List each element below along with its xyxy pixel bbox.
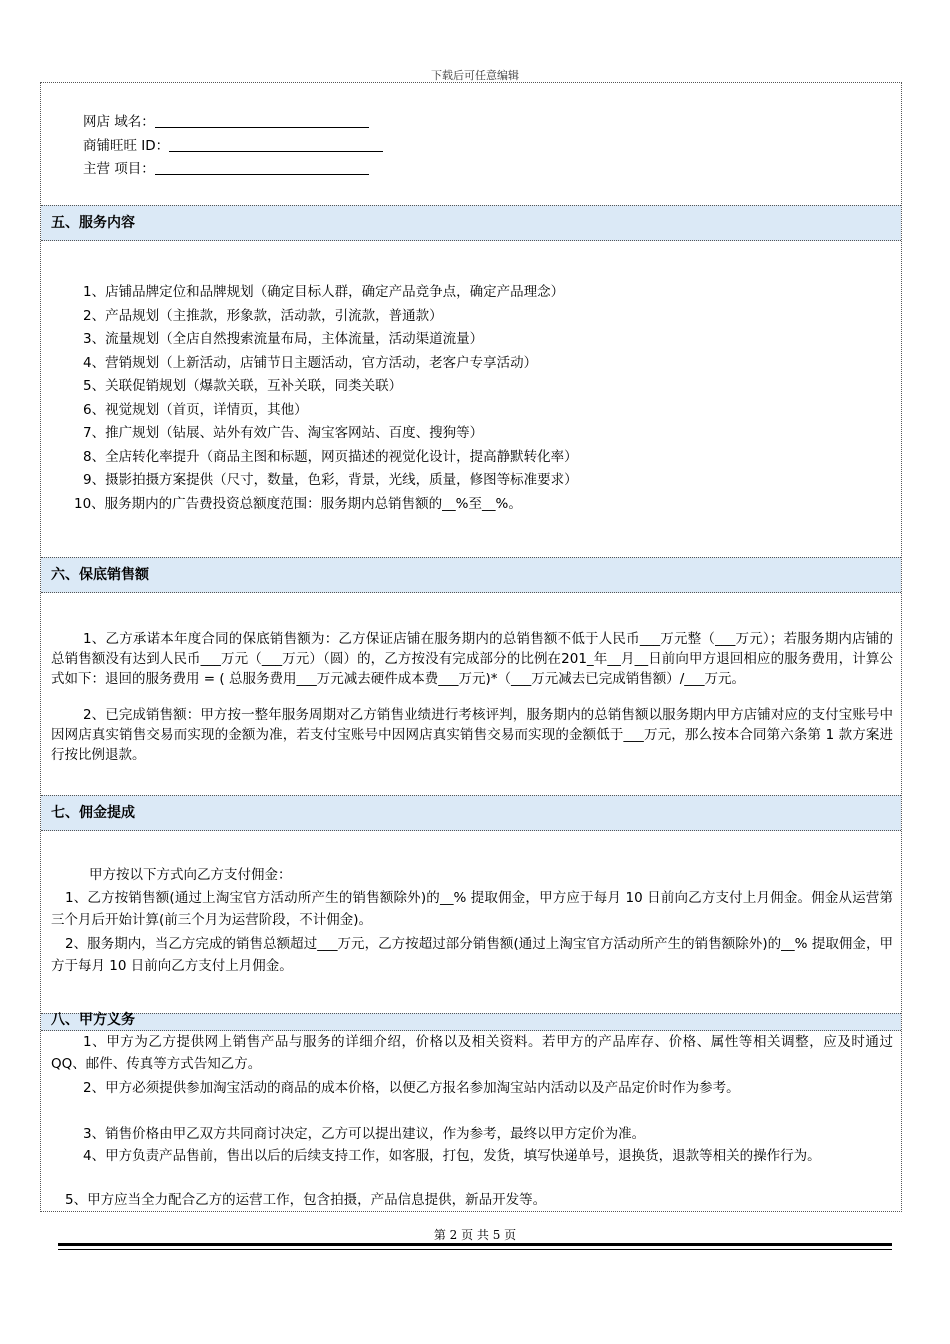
- services-list: [74, 281, 883, 516]
- commission-p2: 2、服务期内，当乙方完成的销售总额超过___万元，乙方按超过部分销售额(通过上淘宝官方活动所产生的销售额除外)的__% 提取佣金，甲方于每月 10 日前向乙方支付上月佣金。: [51, 936, 893, 974]
- list-item: 6、视觉规划（首页，详情页，其他）: [83, 401, 308, 418]
- guarantee-p2: 2、已完成销售额：甲方按一整年服务周期对乙方销售业绩进行考核评判，服务期内的总销售额以服务期内甲方店铺对应的支付宝账号中因网店真实销售交易而实现的金额为准，若支付宝账号中因网店真实销售交易而实现的金额低于___万元，那么按本合同第六条第 1 款方案进行按比例退款。: [51, 707, 893, 763]
- shop-info: [83, 111, 383, 182]
- list-item: 2、产品规划（主推款，形象款，活动款，引流款，普通款）: [83, 307, 443, 324]
- duties-p2: 2、甲方必须提供参加淘宝活动的商品的成本价格，以便乙方报名参加淘宝站内活动以及产品定价时作为参考。: [83, 1080, 740, 1096]
- section-heading-commission: 七、佣金提成: [41, 795, 901, 831]
- section-heading-services: 五、服务内容: [41, 205, 901, 241]
- duties-p3: 3、销售价格由甲乙双方共同商讨决定，乙方可以提出建议，作为参考，最终以甲方定价为准。: [83, 1126, 646, 1142]
- footer-rule-thin: [58, 1249, 892, 1250]
- header-note: 下载后可任意编辑: [431, 69, 519, 82]
- main-label: 主营 项目：: [83, 161, 155, 177]
- domain-label: 网店 域名：: [83, 114, 155, 130]
- wangwang-label: 商铺旺旺 ID：: [83, 137, 170, 154]
- main-blank[interactable]: [155, 158, 369, 175]
- duties-p4: 4、甲方负责产品售前，售出以后的后续支持工作，如客服，打包，发货，填写快递单号，退换货，退款等相关的操作行为。: [83, 1148, 821, 1164]
- wangwang-blank[interactable]: [169, 135, 383, 152]
- page-number: 第 2 页 共 5 页: [433, 1228, 517, 1242]
- footer-rule-thick: [58, 1243, 892, 1246]
- list-item: 5、关联促销规划（爆款关联，互补关联，同类关联）: [83, 378, 403, 394]
- list-item: 3、流量规划（全店自然搜索流量布局，主体流量，活动渠道流量）: [83, 331, 484, 347]
- list-item: 4、营销规划（上新活动，店铺节日主题活动，官方活动，老客户专享活动）: [83, 354, 538, 371]
- section-heading-guarantee: 六、保底销售额: [41, 557, 901, 593]
- list-item: 7、推广规划（钻展、站外有效广告、淘宝客网站、百度、搜狗等）: [83, 425, 484, 441]
- commission-p1: 1、乙方按销售额(通过上淘宝官方活动所产生的销售额除外)的__% 提取佣金，甲方应于每月 10 日前向乙方支付上月佣金。佣金从运营第三个月后开始计算(前三个月为运营阶段，不计佣金)。: [51, 890, 893, 928]
- list-item: 9、摄影拍摄方案提供（尺寸，数量，色彩，背景，光线，质量，修图等标准要求）: [83, 472, 578, 488]
- guarantee-p1: 1、乙方承诺本年度合同的保底销售额为：乙方保证店铺在服务期内的总销售额不低于人民币___万元整（___万元）；若服务期内店铺的总销售额没有达到人民币___万元（___万元）（圆）的，乙方按没有完成部分的比例在201_年__月__日前向甲方退回相应的服务费用，计算公式如下：退回的服务费用 = ( 总服务费用___万元减去硬件成本费___万元)*（___万元减去已完成销售额）/___万元。: [51, 631, 893, 687]
- section-heading-duties: 八、甲方义务: [41, 1013, 901, 1031]
- list-item: 8、全店转化率提升（商品主图和标题，网页描述的视觉化设计，提高静默转化率）: [83, 448, 578, 465]
- list-item: 1、店铺品牌定位和品牌规划（确定目标人群，确定产品竞争点，确定产品理念）: [83, 284, 565, 300]
- domain-blank[interactable]: [155, 111, 369, 128]
- contract-frame: [40, 82, 902, 1212]
- duties-p5: 5、甲方应当全力配合乙方的运营工作，包含拍摄，产品信息提供，新品开发等。: [65, 1192, 547, 1208]
- duties-p1: 1、甲方为乙方提供网上销售产品与服务的详细介绍，价格以及相关资料。若甲方的产品库存、价格、属性等相关调整，应及时通过 QQ、邮件、传真等方式告知乙方。: [51, 1034, 893, 1072]
- commission-intro: 甲方按以下方式向乙方支付佣金：: [89, 867, 292, 883]
- list-item: 10、服务期内的广告费投资总额度范围：服务期内总销售额的__%至__%。: [74, 495, 522, 512]
